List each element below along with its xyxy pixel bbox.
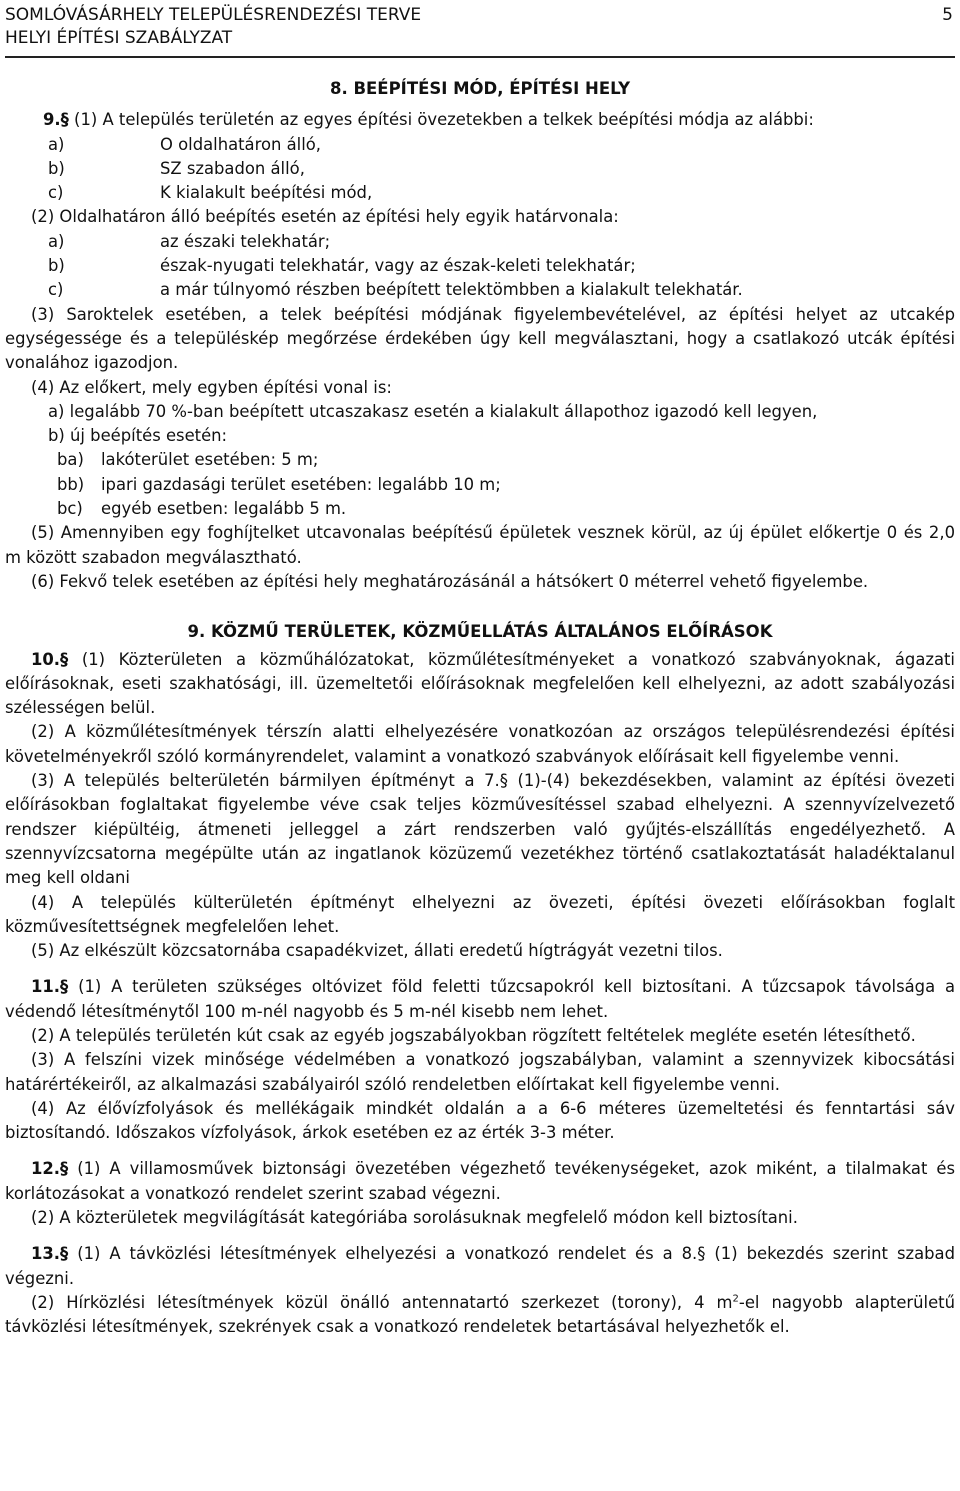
section-12-para-2: (2) A közterületek megvilágítását kategóriába sorolásuknak megfelelő módon kell biztosítani. bbox=[31, 1208, 798, 1228]
list-label: bb) bbox=[57, 474, 85, 494]
para-4-sub-ba bbox=[5, 448, 955, 472]
para-4-sub-bc bbox=[5, 497, 955, 521]
section-10-para-4: (4) A település külterületén építményt elhelyezni az övezeti, építési övezeti előírásokban foglalt közművesítettségnek megfelelően lehet. bbox=[5, 892, 955, 936]
para-4-sub-bb bbox=[5, 473, 955, 497]
list-label: ba) bbox=[57, 450, 84, 470]
section-9-number: 9.§ bbox=[43, 110, 69, 130]
section-11-para-3: (3) A felszíni vizek minősége védelmében a vonatkozó jogszabályban, valamint a szennyvizek kibocsátási határértékeiről, az alkalmazási szabályairól szóló rendeletben előírtakat kell figyelembe venni. bbox=[5, 1050, 955, 1094]
section-13-para-2 bbox=[5, 1291, 955, 1340]
section-13-para-2-text-a: (2) Hírközlési létesítmények közül önálló antennatartó szerkezet (torony), 4 m bbox=[31, 1292, 733, 1312]
list-label: bc) bbox=[57, 499, 83, 519]
list-text: ipari gazdasági terület esetében: legalább 10 m; bbox=[101, 474, 501, 494]
section-10-number: 10.§ bbox=[31, 649, 69, 669]
list1-item-a bbox=[5, 133, 955, 157]
list-text: észak-nyugati telekhatár, vagy az észak-keleti telekhatár; bbox=[160, 256, 636, 276]
list-text: SZ szabadon álló, bbox=[160, 158, 305, 178]
section-9-para-1 bbox=[5, 108, 955, 132]
list-text: O oldalhatáron álló, bbox=[160, 134, 321, 154]
list2-item-c bbox=[5, 278, 955, 302]
section-13-para-2-text-b: -el nagyobb alapterületű távközlési létesítmények, szekrények csak a vonatkozó rendeletek betartásával helyezhetők el. bbox=[5, 1292, 955, 1337]
section-10-para-5: (5) Az elkészült közcsatornába csapadékvizet, állati eredetű hígtrágyát vezetni tilos. bbox=[31, 941, 723, 961]
section-9-para-6: (6) Fekvő telek esetében az építési hely meghatározásánál a hátsókert 0 méterrel vehető figyelembe. bbox=[31, 571, 869, 591]
section-10-para-1 bbox=[5, 648, 955, 721]
page-number: 5 bbox=[942, 5, 953, 25]
section-11-number: 11.§ bbox=[31, 977, 69, 997]
list-text: a már túlnyomó részben beépített telektömbben a kialakult telekhatár. bbox=[160, 280, 743, 300]
section-12-para-1-text: (1) A villamosművek biztonsági övezetében végezhető tevékenységeket, azok miként, a tilalmakat és korlátozásokat a vonatkozó rendelet szerint szabad végezni. bbox=[5, 1159, 956, 1203]
list2-item-b bbox=[5, 254, 955, 278]
document-body bbox=[5, 77, 955, 1340]
section-13-number: 13.§ bbox=[31, 1244, 69, 1264]
list2-item-a bbox=[5, 230, 955, 254]
section-9-para-5: (5) Amennyiben egy foghíjtelket utcavonalas beépítésű épületek vesznek körül, az új épület előkertje 0 és 2,0 m között szabadon megválasztható. bbox=[5, 523, 955, 567]
section-12-para-1 bbox=[5, 1157, 955, 1206]
superscript-2: 2 bbox=[732, 1293, 739, 1305]
section-10-para-3: (3) A település belterületén bármilyen építményt a 7.§ (1)-(4) bekezdésekben, valamint az építési övezeti előírásokban foglaltakat figyelembe véve csak teljes közművesítéssel szabad elhelyezni. A szennyvízelvezető rendszer kiépültéig, átmeneti jelleggel a zárt rendszerben való gyűjtés-elszállítás engedélyezhető. A szennyvízcsatorna megépülte után az ingatlanok közüzemű vezetékhez történő csatlakoztatását haladéktalanul meg kell oldani bbox=[5, 771, 955, 888]
list-text: lakóterület esetében: 5 m; bbox=[101, 450, 319, 470]
section-12-number: 12.§ bbox=[31, 1159, 69, 1179]
header-subtitle: HELYI ÉPÍTÉSI SZABÁLYZAT bbox=[5, 28, 233, 48]
section-13-para-1 bbox=[5, 1242, 955, 1291]
list-label: b) bbox=[48, 158, 65, 178]
section-11-para-4: (4) Az élővízfolyások és mellékágaik mindkét oldalán a a 6-6 méteres üzemeltetési és fenntartási sáv biztosítandó. Időszakos vízfolyások, árkok esetében ez az érték 3-3 méter. bbox=[5, 1098, 955, 1143]
para-4-item-b: b) új beépítés esetén: bbox=[48, 426, 228, 446]
para-4-item-a: a) legalább 70 %-ban beépített utcaszakasz esetén a kialakult állapothoz igazodó kell legyen, bbox=[48, 401, 818, 421]
section-9-para-2: (2) Oldalhatáron álló beépítés esetén az építési hely egyik határvonala: bbox=[31, 207, 619, 227]
list1-item-b bbox=[5, 157, 955, 181]
list-text: az északi telekhatár; bbox=[160, 231, 331, 251]
list-label: b) bbox=[48, 256, 65, 276]
chapter-8-title: 8. BEÉPÍTÉSI MÓD, ÉPÍTÉSI HELY bbox=[329, 79, 631, 98]
list-text: egyéb esetben: legalább 5 m. bbox=[101, 499, 347, 519]
list-label: c) bbox=[48, 280, 64, 300]
section-10-para-2: (2) A közműlétesítmények térszín alatti elhelyezésére vonatkozóan az országos településrendezési építési követelményekről szóló kormányrendelet, valamint a vonatkozó szabványok előírásait kell figyelembe venni. bbox=[5, 722, 955, 766]
list-label: a) bbox=[48, 231, 65, 251]
section-9-para-3: (3) Saroktelek esetében, a telek beépítési módjának figyelembevételével, az építési helyet az utcakép egységessége és a településkép megőrzése érdekében úgy kell megválasztani, hogy a csatlakozó utcák építési vonalához igazodjon. bbox=[5, 304, 955, 373]
section-11-para-2: (2) A település területén kút csak az egyéb jogszabályokban rögzített feltételek megléte esetén létesíthető. bbox=[31, 1025, 916, 1045]
list-text: K kialakult beépítési mód, bbox=[160, 183, 373, 203]
document-page bbox=[5, 0, 955, 1340]
section-11-para-1 bbox=[5, 975, 955, 1024]
list1-item-c bbox=[5, 181, 955, 205]
section-11-para-1-text: (1) A területen szükséges oltóvizet föld feletti tűzcsapokról kell biztosítani. A tűzcsapok távolsága a védendő létesítménytől 100 m-nél nagyobb és 5 m-nél kisebb nem lehet. bbox=[5, 977, 955, 1021]
header-title: SOMLÓVÁSÁRHELY TELEPÜLÉSRENDEZÉSI TERVE bbox=[5, 5, 422, 25]
page-header bbox=[5, 0, 955, 58]
section-9-para-1-text: (1) A település területén az egyes építési övezetekben a telkek beépítési módja az alábbi: bbox=[74, 110, 814, 130]
section-9-para-4: (4) Az előkert, mely egyben építési vonal is: bbox=[31, 377, 392, 397]
list-label: c) bbox=[48, 183, 64, 203]
list-label: a) bbox=[48, 134, 65, 154]
section-10-para-1-text: (1) Közterületen a közműhálózatokat, közműlétesítményeket a vonatkozó szabványoknak, ágazati előírásoknak, eseti szakhatósági, ill. üzemeltetői előírásoknak megfelelően kell elhelyezni, az adott szabályozási szélességen belül. bbox=[5, 649, 955, 718]
section-13-para-1-text: (1) A távközlési létesítmények elhelyezési a vonatkozó rendelet és a 8.§ (1) bekezdés szerint szabad végezni. bbox=[5, 1244, 955, 1288]
chapter-9-title: 9. KÖZMŰ TERÜLETEK, KÖZMŰELLÁTÁS ÁLTALÁNOS ELŐÍRÁSOK bbox=[187, 622, 773, 642]
